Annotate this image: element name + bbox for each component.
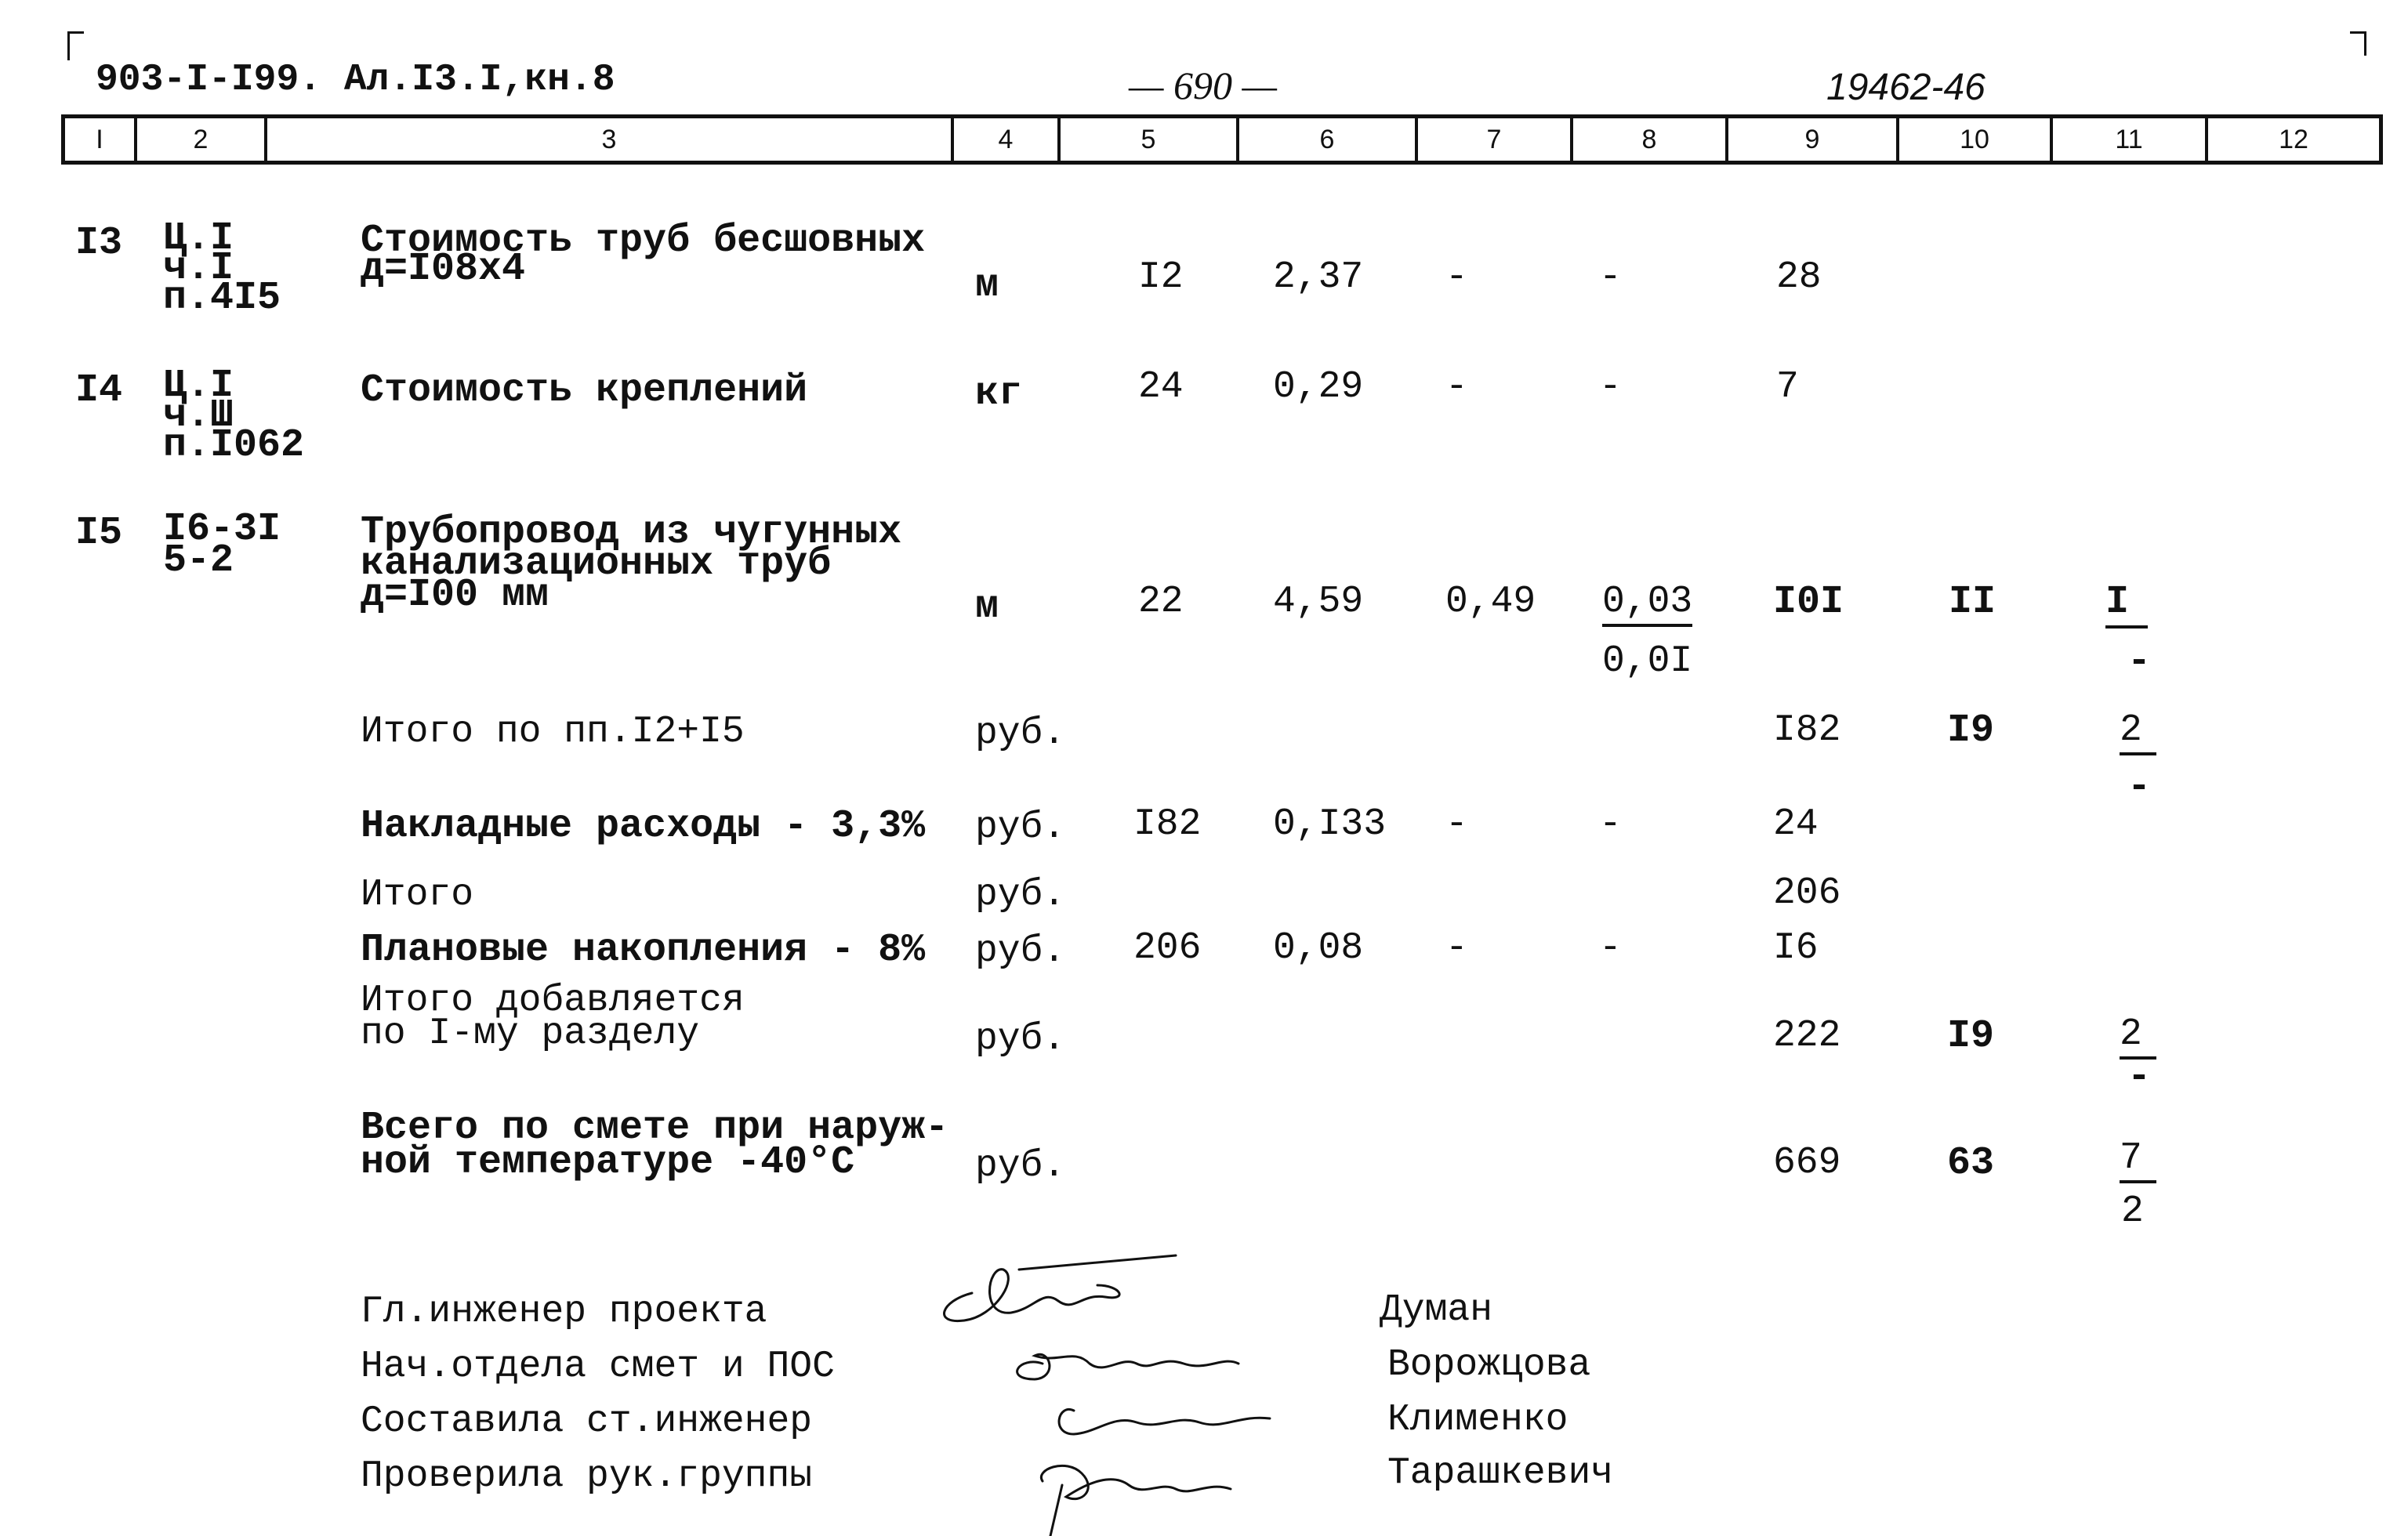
col8-value: -	[1599, 366, 1622, 408]
col10-value: II	[1949, 580, 1996, 625]
col8-value-bottom: 0,0I	[1602, 640, 1693, 683]
unit-price: 4,59	[1273, 581, 1364, 623]
col11-value-bottom: -	[2127, 765, 2152, 810]
row-number: I4	[75, 368, 123, 413]
quantity: I2	[1138, 256, 1184, 299]
column-number: 2	[137, 118, 267, 161]
total-cost: I0I	[1773, 580, 1844, 625]
unit: руб.	[975, 930, 1066, 973]
col11-value-bottom: -	[2127, 639, 2152, 684]
total-cost: 669	[1773, 1142, 1841, 1184]
total-label: Итого добавляется по I-му разделу	[361, 980, 745, 1055]
quantity: 206	[1133, 927, 1202, 969]
column-number: 10	[1899, 118, 2053, 161]
col10-value: 63	[1947, 1141, 1995, 1186]
signatory-name: Тарашкевич	[1387, 1452, 1614, 1494]
signatory-role: Проверила рук.группы	[361, 1455, 813, 1498]
unit-price: 0,08	[1273, 927, 1364, 969]
unit: м	[975, 263, 999, 308]
total-cost: I6	[1773, 927, 1819, 969]
col11-value-top: 2	[2120, 1016, 2156, 1060]
col7-value: 0,49	[1445, 581, 1536, 623]
column-number: I	[65, 118, 137, 161]
price-code: I6-3I 5-2	[163, 507, 281, 583]
col7-value: -	[1445, 256, 1468, 299]
total-label: Итого по пп.I2+I5	[361, 711, 745, 753]
unit: кг	[975, 371, 1023, 416]
price-code: Ц.I ч.Ш п.I062	[163, 364, 305, 468]
signatory-role: Гл.инженер проекта	[361, 1291, 767, 1333]
col11-value-bottom: 2	[2121, 1190, 2144, 1233]
quantity: I82	[1133, 803, 1202, 846]
col10-value: I9	[1947, 708, 1995, 753]
column-number: 7	[1418, 118, 1573, 161]
corner-mark-top-right	[2350, 31, 2366, 56]
work-name: Стоимость креплений	[361, 368, 808, 413]
corner-mark-top-left	[67, 31, 84, 60]
column-number-bar	[61, 114, 2383, 165]
column-number: 5	[1061, 118, 1239, 161]
col7-value: -	[1445, 366, 1468, 408]
col8-value-top: 0,03	[1602, 583, 1692, 627]
col11-value-top: 7	[2120, 1139, 2156, 1183]
archive-number: 19462-46	[1826, 67, 1986, 108]
unit: руб.	[975, 712, 1066, 755]
quantity: 24	[1138, 366, 1184, 408]
column-number: 8	[1573, 118, 1728, 161]
column-number: 12	[2279, 124, 2308, 154]
col11-value-top: 2	[2120, 712, 2156, 755]
unit-price: 2,37	[1273, 256, 1364, 299]
total-cost: 7	[1776, 366, 1799, 408]
signatory-role: Составила ст.инженер	[361, 1400, 813, 1443]
column-number: 11	[2053, 118, 2208, 161]
row-number: I3	[75, 221, 123, 266]
unit: руб.	[975, 874, 1066, 916]
signatory-name: Ворожцова	[1387, 1344, 1591, 1386]
unit: руб.	[975, 1145, 1066, 1187]
col7-value: -	[1445, 803, 1468, 846]
col11-value-top: I	[2105, 583, 2148, 629]
unit-price: 0,29	[1273, 366, 1364, 408]
unit: руб.	[975, 806, 1066, 849]
total-label: Плановые накопления - 8%	[361, 928, 926, 973]
page-number: — 690 —	[1129, 63, 1277, 107]
total-label: Всего по смете при наруж- ной температуре -40°С	[361, 1106, 949, 1185]
col8-value: -	[1599, 803, 1622, 846]
total-label: Накладные расходы - 3,3%	[361, 804, 926, 849]
signatory-name: Думан	[1380, 1289, 1493, 1331]
total-cost: 24	[1773, 803, 1819, 846]
price-code: Ц.I ч.I п.4I5	[163, 216, 281, 321]
document-code: 903-I-I99. Ал.I3.I,кн.8	[96, 59, 615, 101]
total-cost: 206	[1773, 872, 1841, 915]
signatory-role: Нач.отдела смет и ПОС	[361, 1346, 835, 1388]
column-number: 3	[267, 118, 954, 161]
total-cost: 28	[1776, 256, 1822, 299]
quantity: 22	[1138, 581, 1184, 623]
total-cost: 222	[1773, 1015, 1841, 1057]
unit: м	[975, 585, 999, 629]
signatory-name: Клименко	[1387, 1399, 1568, 1441]
column-number: 9	[1728, 118, 1899, 161]
col10-value: I9	[1947, 1014, 1995, 1059]
row-number: I5	[75, 511, 123, 556]
work-name: Стоимость труб бесшовных д=I08х4	[361, 219, 926, 292]
col8-value: -	[1599, 256, 1622, 299]
unit-price: 0,I33	[1273, 803, 1387, 846]
work-name: Трубопровод из чугунных канализационных труб д=I00 мм	[361, 510, 902, 618]
total-label: Итого	[361, 874, 474, 916]
col7-value: -	[1445, 927, 1468, 969]
handwritten-signatures	[925, 1246, 1333, 1536]
column-number: 4	[954, 118, 1061, 161]
col8-value: -	[1599, 927, 1622, 969]
col11-value-bottom: -	[2127, 1055, 2152, 1099]
total-cost: I82	[1773, 709, 1841, 752]
column-number: 6	[1239, 118, 1418, 161]
unit: руб.	[975, 1018, 1066, 1060]
